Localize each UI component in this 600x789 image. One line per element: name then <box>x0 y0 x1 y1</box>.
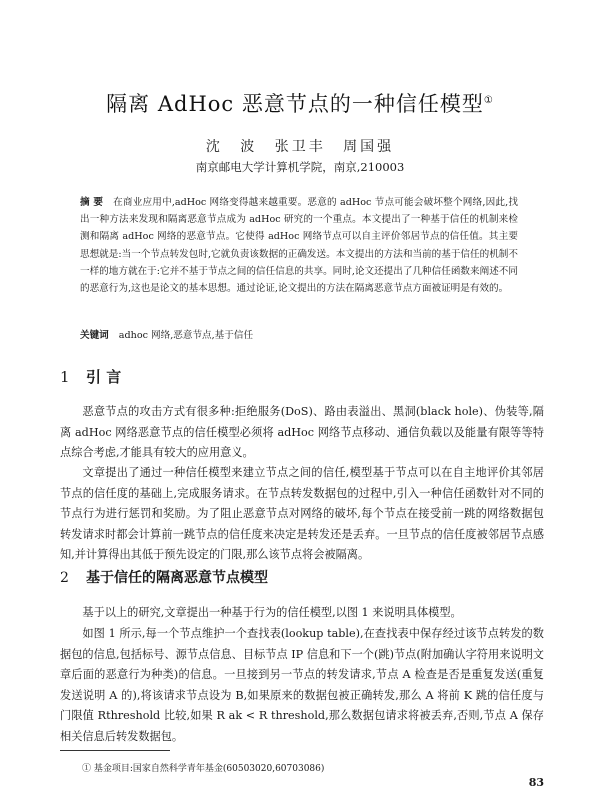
keywords-label: 关键词 <box>80 330 109 341</box>
paragraph: 如图 1 所示,每一个节点维护一个查找表(lookup table),在查找表中保存经过该节点转发的数据包的信息,包括标号、源节点信息、目标节点 IP 信息和下一个(跳)节点(附加确认字符用来说明文章后面的恶意行为种类)的信息。一旦接到另一节点的转发请求,节点 A 检查是否是重复发送(重复发送说明 A 的),将该请求节点设为 B,如果原来的数据包被正确转发,那么 A 将前 K 跳的信任度与门限值 Rthreshold 比较,如果 R ak < R threshold,那么数据包请求将被丢弃,否则,节点 A 保存相关信息后转发数据包。 <box>60 627 544 743</box>
paper-title <box>0 88 600 118</box>
section-number: 2 <box>60 570 69 586</box>
footnote: ① 基金项目:国家自然科学青年基金(60503020,60703086) <box>82 764 325 774</box>
affiliation: 南京邮电大学计算机学院，南京,210003 <box>195 160 405 174</box>
paragraph: 恶意节点的攻击方式有很多种:拒绝服务(DoS)、路由表溢出、黑洞(black hole)、伪装等,隔离 adHoc 网络恶意节点的信任模型必须将 adHoc 网络节点移动、通信负载以及能量有限等等特点综合考虑,才能具有较大的应用意义。 <box>60 405 544 459</box>
section-number: 1 <box>60 368 70 386</box>
section-heading-introduction <box>60 366 121 387</box>
footnote-divider <box>60 750 170 751</box>
author-list: 沈 波 张卫丰 周国强 <box>205 139 395 155</box>
keywords-text: adhoc 网络,恶意节点,基于信任 <box>118 330 254 341</box>
abstract <box>80 194 518 297</box>
section-heading-trust-model <box>60 567 268 587</box>
paper-title-text: 隔离 AdHoc 恶意节点的一种信任模型 <box>106 92 484 116</box>
keywords <box>80 327 518 341</box>
section-title: 引 言 <box>86 368 122 386</box>
title-footnote-mark: ① <box>483 95 494 106</box>
section-title: 基于信任的隔离恶意节点模型 <box>86 570 268 586</box>
paragraph: 基于以上的研究,文章提出一种基于行为的信任模型,以图 1 来说明具体模型。 <box>82 606 462 619</box>
abstract-label: 摘 要 <box>80 197 104 208</box>
page-number: 83 <box>528 776 544 789</box>
paragraph: 文章提出了通过一种信任模型来建立节点之间的信任,模型基于节点可以在自主地评价其邻居节点的信任度的基础上,完成服务请求。在节点转发数据包的过程中,引入一种信任函数针对不同的节点行为进行惩罚和奖励。为了阻止恶意节点对网络的破坏,每个节点在接受前一跳的网络数据包转发请求时都会计算前一跳节点的信任度来决定是转发还是丢弃。一旦节点的信任度被邻居节点感知,并计算得出其低于预先设定的门限,那么该节点将会被隔离。 <box>60 466 544 561</box>
abstract-text: 在商业应用中,adHoc 网络变得越来越重要。恶意的 adHoc 节点可能会破坏整个网络,因此,找出一种方法来发现和隔离恶意节点成为 adHoc 研究的一个重点。本文提出了一种基于信任的机制来检测和隔离 adHoc 网络的恶意节点。它使得 adHoc 网络节点可以自主评价邻居节点的信任值。其主要思想就是:当一个节点转发包时,它就负责该数据的正确发送。本文提出的方法和当前的基于信任的机制不一样的地方就在于:它并不基于节点之间的信任信息的共享。同时,论文还提出了几种信任函数来阐述不同的恶意行为,这也是论文的基本思想。通过论证,论文提出的方法在隔离恶意节点方面被证明是有效的。 <box>80 197 518 295</box>
